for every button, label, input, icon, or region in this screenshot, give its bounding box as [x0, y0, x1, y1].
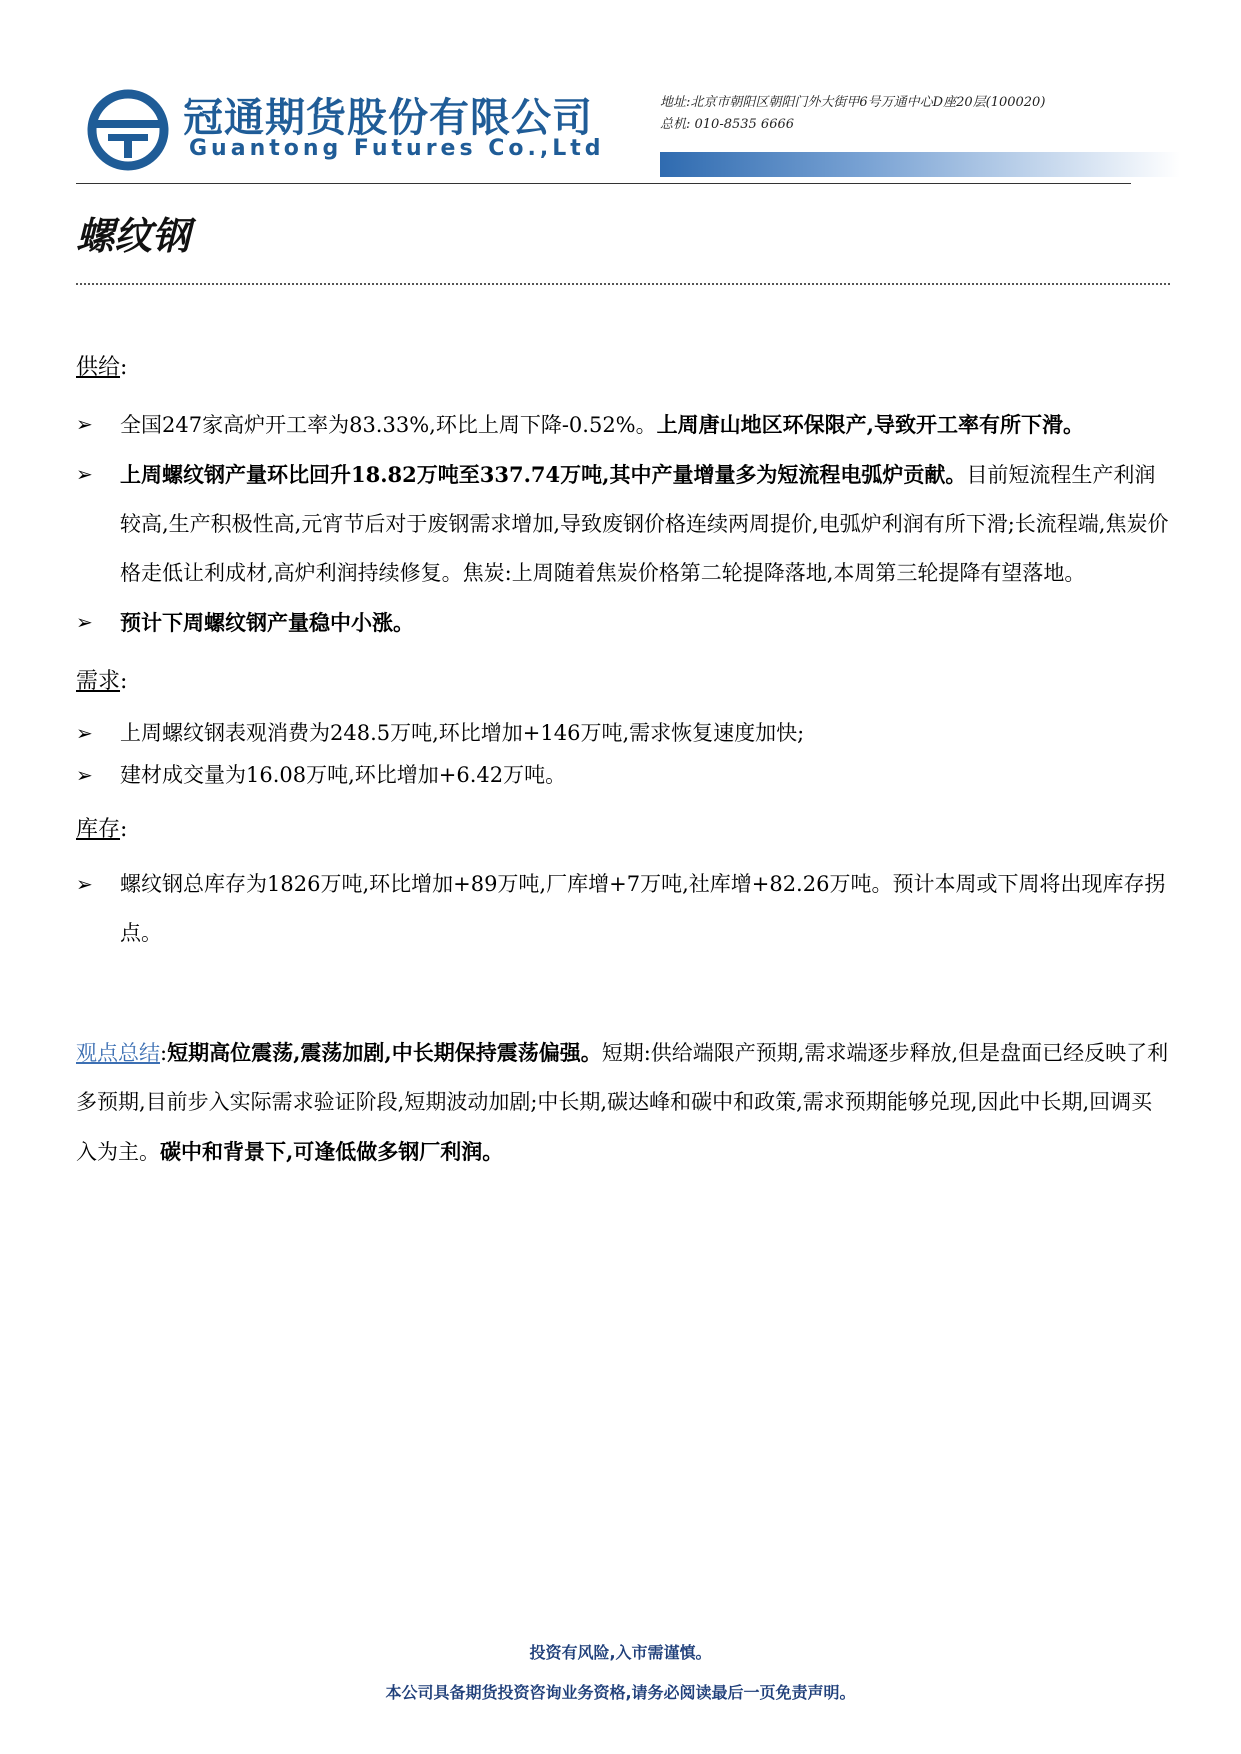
company-logo-icon — [86, 88, 170, 172]
summary-paragraph: 观点总结:短期高位震荡,震荡加剧,中长期保持震荡偏强。短期:供给端限产预期,需求端逐步释放,但是盘面已经反映了利多预期,目前步入实际需求验证阶段,短期波动加剧;中长期,碳达峰和碳中和政策,需求预期能够兑现,因此中长期,回调买入为主。碳中和背景下,可逢低做多钢厂利润。 — [76, 1040, 1169, 1164]
page-title: 螺纹钢 — [76, 214, 191, 258]
list-item: ➢ 上周螺纹钢表观消费为248.5万吨,环比增加+146万吨,需求恢复速度加快; — [76, 712, 1170, 754]
arrow-bullet-icon: ➢ — [76, 763, 93, 787]
company-name-en: Guantong Futures Co.,Ltd — [189, 136, 605, 161]
arrow-bullet-icon: ➢ — [76, 412, 93, 436]
risk-warning: 投资有风险,入市需谨慎。 — [529, 1643, 712, 1662]
arrow-bullet-icon: ➢ — [76, 872, 93, 896]
supply-list — [76, 400, 1170, 648]
demand-list — [76, 712, 1170, 796]
list-item: ➢ 螺纹钢总库存为1826万吨,环比增加+89万吨,厂库增+7万吨,社库增+82.26万吨。预计本周或下周将出现库存拐点。 — [76, 860, 1170, 958]
summary-label: 观点总结 — [76, 1041, 160, 1065]
list-item: ➢ 预计下周螺纹钢产量稳中小涨。 — [76, 598, 1170, 648]
company-phone: 总机: 010-8535 6666 — [660, 117, 795, 132]
demand-heading: 需求: — [76, 669, 128, 694]
arrow-bullet-icon: ➢ — [76, 610, 93, 634]
arrow-bullet-icon: ➢ — [76, 462, 93, 486]
report-body — [76, 350, 1170, 1177]
arrow-bullet-icon: ➢ — [76, 721, 93, 745]
company-contact — [660, 92, 1045, 136]
header-divider — [76, 183, 1131, 184]
disclaimer-notice: 本公司具备期货投资咨询业务资格,请务必阅读最后一页免责声明。 — [385, 1683, 856, 1702]
list-item: ➢ 上周螺纹钢产量环比回升18.82万吨至337.74万吨,其中产量增量多为短流程电弧炉贡献。目前短流程生产利润较高,生产积极性高,元宵节后对于废钢需求增加,导致废钢价格连续两周提价,电弧炉利润有所下滑;长流程端,焦炭价格走低让利成材,高炉利润持续修复。焦炭:上周随着焦炭价格第二轮提降落地,本周第三轮提降有望落地。 — [76, 450, 1170, 598]
inventory-heading: 库存: — [76, 817, 128, 842]
supply-heading: 供给: — [76, 355, 128, 380]
list-item: ➢ 全国247家高炉开工率为83.33%,环比上周下降-0.52%。上周唐山地区环保限产,导致开工率有所下滑。 — [76, 400, 1170, 450]
company-name-cn: 冠通期货股份有限公司 — [183, 95, 593, 141]
inventory-list — [76, 860, 1170, 958]
header-gradient-bar — [660, 152, 1180, 177]
title-divider — [76, 283, 1170, 285]
company-address: 地址:北京市朝阳区朝阳门外大街甲6号万通中心D座20层(100020) — [660, 95, 1046, 110]
list-item: ➢ 建材成交量为16.08万吨,环比增加+6.42万吨。 — [76, 754, 1170, 796]
